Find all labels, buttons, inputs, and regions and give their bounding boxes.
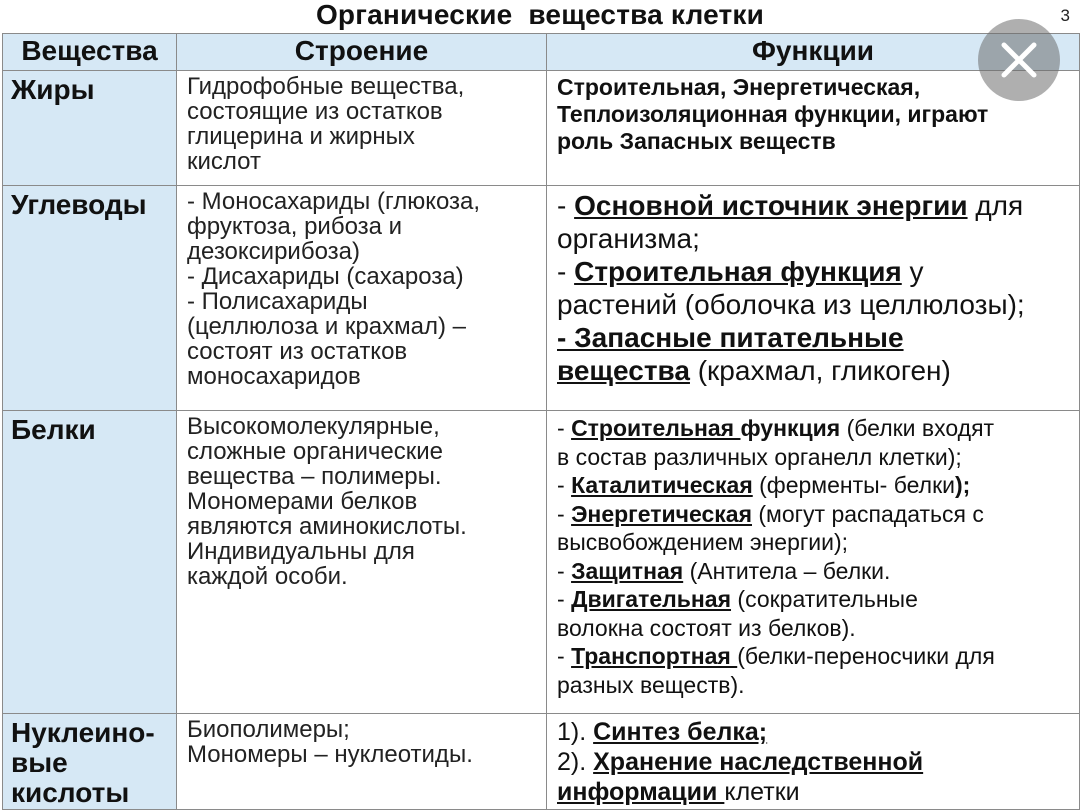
function-term: Двигательная bbox=[571, 586, 732, 612]
function-desc: клетки bbox=[724, 778, 800, 806]
function-term: Каталитическая bbox=[571, 472, 753, 498]
substance-name: Нуклеино- bbox=[11, 717, 155, 748]
function-desc: (белки входят bbox=[840, 415, 995, 441]
structure-line: вещества – полимеры. bbox=[187, 463, 442, 490]
structure-line: Высокомолекулярные, bbox=[187, 413, 440, 440]
function-term: Хранение наследственной bbox=[593, 748, 924, 776]
substance-name-cell bbox=[3, 186, 177, 411]
title-bar bbox=[0, 0, 1080, 34]
table-row-fats bbox=[3, 71, 1080, 186]
structure-line: Биополимеры; bbox=[187, 716, 350, 743]
page-title: Органические вещества клетки bbox=[315, 0, 765, 30]
structure-line: являются аминокислоты. bbox=[187, 513, 467, 540]
structure-line: состоящие из остатков bbox=[187, 98, 443, 125]
function-term: Защитная bbox=[571, 557, 684, 584]
function-prefix: 1). bbox=[557, 718, 594, 746]
function-term: Энергетическая bbox=[571, 500, 752, 527]
function-tail: ); bbox=[955, 472, 971, 498]
substance-name: Белки bbox=[11, 414, 96, 445]
function-prefix: - bbox=[557, 586, 572, 612]
table-row-proteins bbox=[3, 411, 1080, 714]
function-line bbox=[557, 189, 1073, 222]
structure-line: кислот bbox=[187, 148, 261, 175]
structure-line: - Моносахариды (глюкоза, bbox=[187, 188, 481, 215]
structure-cell bbox=[177, 411, 547, 714]
substance-name-cell bbox=[3, 71, 177, 186]
structure-line: Индивидуальны для bbox=[187, 538, 415, 565]
functions-cell bbox=[547, 411, 1080, 714]
function-line bbox=[557, 500, 1073, 529]
function-line bbox=[557, 585, 1073, 614]
table-row-carbohydrates bbox=[3, 186, 1080, 411]
function-term: Строительная функция bbox=[574, 256, 902, 287]
functions-cell bbox=[547, 714, 1080, 810]
function-term: Синтез белка; bbox=[593, 718, 768, 746]
function-line: организма; bbox=[557, 223, 700, 254]
function-term: вещества bbox=[557, 355, 690, 386]
function-term: Основной источник энергии bbox=[574, 190, 968, 221]
function-line bbox=[557, 414, 1073, 443]
structure-line: - Дисахариды (сахароза) bbox=[187, 263, 464, 290]
function-line bbox=[557, 747, 1073, 777]
function-term: Транспортная bbox=[571, 643, 738, 669]
function-term: Строительная bbox=[571, 415, 741, 441]
function-prefix: - bbox=[557, 557, 572, 584]
structure-line: глицерина и жирных bbox=[187, 123, 415, 150]
function-term: информации bbox=[557, 778, 725, 806]
structure-line: состоят из остатков bbox=[187, 338, 408, 365]
function-line bbox=[557, 777, 1073, 807]
substance-name: кислоты bbox=[11, 777, 130, 808]
structure-line: фруктоза, рибоза и bbox=[187, 213, 403, 240]
function-desc: (Антитела – белки. bbox=[683, 557, 891, 584]
substance-name-cell bbox=[3, 714, 177, 810]
functions-cell bbox=[547, 186, 1080, 411]
function-term: функция bbox=[740, 415, 841, 441]
function-line bbox=[557, 471, 1073, 500]
function-line bbox=[557, 354, 1073, 387]
function-prefix: - bbox=[557, 415, 572, 441]
column-header-substances: Вещества bbox=[3, 34, 177, 71]
structure-line: Гидрофобные вещества, bbox=[187, 73, 465, 100]
function-line: волокна состоят из белков). bbox=[557, 614, 856, 641]
organic-substances-table bbox=[2, 33, 1080, 810]
structure-line: Мономеры – нуклеотиды. bbox=[187, 741, 473, 768]
close-button[interactable] bbox=[978, 19, 1060, 101]
function-term: - Запасные питательные bbox=[557, 322, 904, 353]
structure-line: дезоксирибоза) bbox=[187, 238, 361, 265]
function-line: роль Запасных веществ bbox=[557, 128, 836, 154]
function-line bbox=[557, 321, 1073, 354]
function-line bbox=[557, 557, 1073, 586]
function-line: Строительная, Энергетическая, bbox=[557, 74, 921, 100]
page-number: 3 bbox=[1060, 6, 1070, 25]
column-header-structure: Строение bbox=[177, 34, 547, 71]
function-line bbox=[557, 642, 1073, 671]
substance-name: вые bbox=[11, 747, 68, 778]
substance-name-cell bbox=[3, 411, 177, 714]
function-prefix: - bbox=[557, 472, 572, 498]
column-header-functions: Функции bbox=[547, 34, 1080, 71]
function-desc: для bbox=[967, 190, 1024, 221]
function-line bbox=[557, 255, 1073, 288]
substance-name: Углеводы bbox=[11, 189, 147, 220]
function-desc: (сократительные bbox=[731, 586, 918, 612]
function-prefix: - bbox=[557, 256, 575, 287]
structure-cell bbox=[177, 71, 547, 186]
structure-cell bbox=[177, 714, 547, 810]
function-prefix: - bbox=[557, 190, 575, 221]
function-line: высвобождением энергии); bbox=[557, 529, 849, 555]
structure-line: каждой особи. bbox=[187, 563, 348, 590]
function-desc: у bbox=[901, 256, 924, 287]
table-row-nucleic-acids bbox=[3, 714, 1080, 810]
structure-line: сложные органические bbox=[187, 438, 443, 465]
structure-cell bbox=[177, 186, 547, 411]
structure-line: Мономерами белков bbox=[187, 488, 418, 515]
function-desc: (крахмал, гликоген) bbox=[689, 355, 951, 386]
structure-line: моносахаридов bbox=[187, 363, 361, 390]
function-prefix: - bbox=[557, 643, 572, 669]
structure-line: - Полисахариды bbox=[187, 288, 368, 315]
function-prefix: 2). bbox=[557, 748, 594, 776]
function-line: разных веществ). bbox=[557, 671, 745, 698]
function-desc: (белки-переносчики для bbox=[737, 643, 995, 669]
function-desc: (ферменты- белки bbox=[752, 472, 955, 498]
substance-name: Жиры bbox=[11, 74, 95, 105]
table-header-row bbox=[3, 34, 1080, 71]
structure-line: (целлюлоза и крахмал) – bbox=[187, 313, 466, 340]
function-line: растений (оболочка из целлюлозы); bbox=[557, 289, 1025, 320]
function-line bbox=[557, 717, 1073, 747]
function-prefix: - bbox=[557, 500, 572, 527]
function-desc: (могут распадаться с bbox=[752, 500, 984, 527]
function-line: Теплоизоляционная функции, играют bbox=[557, 101, 989, 127]
close-icon bbox=[978, 19, 1060, 101]
function-line: в состав различных органелл клетки); bbox=[557, 443, 962, 470]
